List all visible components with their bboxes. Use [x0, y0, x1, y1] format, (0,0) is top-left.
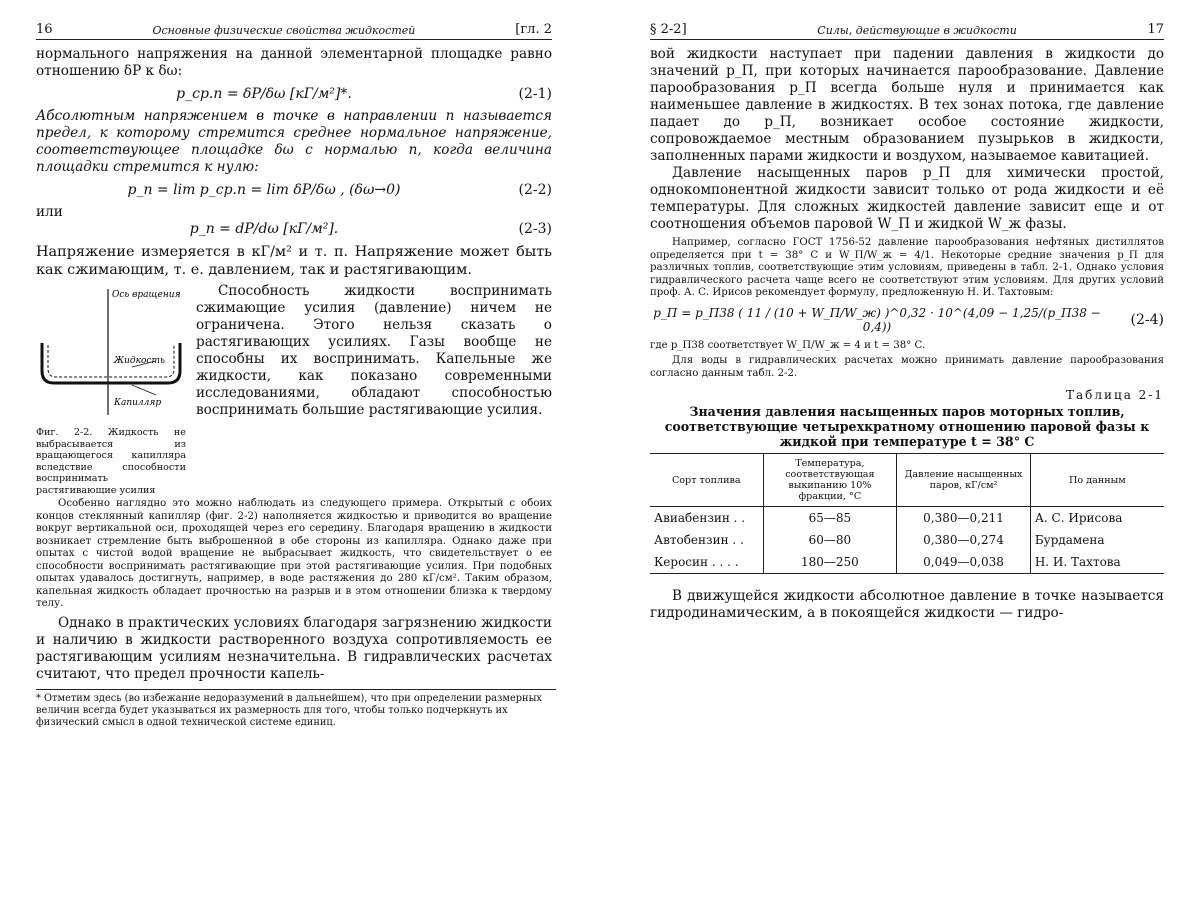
equation-2-1-formula: p_ср.n = δP/δω [кГ/м²]*. [176, 86, 352, 102]
left-page-number: 16 [36, 22, 53, 37]
right-header-section: § 2-2] [650, 22, 687, 37]
left-paragraph-6: Однако в практических условиях благодаря загрязнению жидкости и наличию в жидкости растворенного воздуха сопротивляемость ее растягивающим усилиям незначительна. В гидравлических расчетах считают, что предел прочности капель- [36, 614, 552, 682]
equation-2-1-number: (2-1) [518, 86, 552, 102]
equation-2-2-number: (2-2) [518, 182, 552, 198]
equation-2-2 [36, 182, 552, 198]
table-header-row [650, 454, 1164, 507]
table-cell: 0,380—0,211 [897, 507, 1031, 530]
left-paragraph-5: Особенно наглядно это можно наблюдать из следующего примера. Открытый с обоих концов стеклянный капилляр (фиг. 2-2) наполняется жидкостью и приводится во вращение вокруг вертикальной оси, проходящей через его середину. Благодаря вращению в жидкости возникает стремление быть выброшенной в обе стороны из капилляра. Однако даже при опытах с чистой водой вращение не выбрасывает жидкость, что свидетельствует о ее способности воспринимать растягивающие при этой растягивающие усилия. При подобных опытах удавалось достигнуть, например, в воде растяжения до 280 кГ/см². Таким образом, капельная жидкость обладает прочностью на разрыв и в этом отношении близка к твердому телу. [36, 498, 552, 609]
right-paragraph-1: вой жидкости наступает при падении давления в жидкости до значений p_П, при которых начинается парообразование. Давление парообразования p_П всегда больше нуля и принимается как наименьшее давление в жидкостях. В тех зонах потока, где давление падает до p_П, возникает особое состояние жидкости, сопровождаемое местным образованием пузырьков в жидкости, заполненных парами жидкости и воздухом, называемое кавитацией. [650, 46, 1164, 164]
left-header-title: Основные физические свойства жидкостей [152, 24, 416, 37]
table-cell: Н. И. Тахтова [1030, 551, 1164, 574]
table-cell: А. С. Ирисова [1030, 507, 1164, 530]
table-row [650, 551, 1164, 574]
equation-2-3-number: (2-3) [518, 221, 552, 237]
figure-block [36, 283, 552, 496]
liquid-label: Жидкость [114, 356, 165, 366]
table-cell: 0,049—0,038 [897, 551, 1031, 574]
capillary-leader [132, 385, 156, 395]
right-paragraph-3: Например, согласно ГОСТ 1756-52 давление парообразования нефтяных дистиллятов определяется при t = 38° C и W_П/W_ж = 4/1. Некоторые средние значения p_П для различных топлив, соответствующие этим условиям, приведены в табл. 2-1. Однако условия гидравлического расчета чаще всего не соответствуют этим условиям. Для других условий проф. А. С. Ирисов рекомендует формулу, предложенную Н. И. Тахтовым: [650, 237, 1164, 298]
left-header-chapter: [гл. 2 [515, 22, 552, 37]
table-cell: Автобензин . . [654, 533, 744, 547]
left-paragraph-4: Способность жидкости воспринимать сжимающие усилия (давление) ничем не ограничена. Этого нельзя сказать о растягивающих усилиях. Газы вообще не способны их воспринимать. Капельные же жидкости, как показано современными исследованиями, обладают способностью воспринимать большие растягивающие усилия. [196, 283, 552, 418]
table-row [650, 529, 1164, 551]
right-page [600, 0, 1200, 902]
left-or-word: или [36, 204, 63, 220]
table-header-cell: Сорт топлива [650, 454, 763, 507]
left-paragraph-1: нормального напряжения на данной элементарной площадке равно отношению δP к δω: [36, 46, 552, 79]
left-running-head [36, 22, 552, 40]
table-header-cell: Температура, соответствующая выкипанию 10% фракции, °С [763, 454, 897, 507]
footnote: * Отметим здесь (во избежание недоразумений в дальнейшем), что при определении размерных величин всегда будет указываться их размерность для того, чтобы только подчеркнуть их физический смысл в одной технической системе единиц. [36, 689, 556, 729]
table-title: Значения давления насыщенных паров моторных топлив, соответствующие четырехкратному отношению паровой фазы к жидкой при температуре t = 38° C [664, 404, 1150, 449]
axis-label: Ось вращения [112, 290, 181, 300]
right-paragraph-2: Давление насыщенных паров p_П для химически простой, однокомпонентной жидкости зависит только от рода жидкости и её температуры. Для сложных жидкостей давление зависит еще и от соотношения объемов паровой W_П и жидкой W_ж фазы. [650, 165, 1164, 232]
equation-2-4-formula: p_П = p_П38 ( 11 / (10 + W_П/W_ж) )^0,32 · 10^(4,09 − 1,25/(p_П38 − 0,4)) [653, 305, 1101, 334]
capillary-diagram [36, 283, 186, 423]
table-header-cell: Давление насыщенных паров, кГ/см² [897, 454, 1031, 507]
figure-2-2 [36, 283, 186, 496]
equation-2-3-formula: p_n = dP/dω [кГ/м²]. [189, 221, 339, 237]
left-paragraph-3: Напряжение измеряется в кГ/м² и т. п. Напряжение может быть как сжимающим, т. е. давлением, так и растягивающим. [36, 244, 552, 278]
equation-2-3 [36, 221, 552, 237]
equation-2-4 [650, 306, 1164, 334]
equation-2-1 [36, 86, 552, 102]
right-page-number: 17 [1147, 22, 1164, 37]
table-cell: 180—250 [763, 551, 897, 574]
table-row [650, 507, 1164, 530]
table-header-cell: По данным [1030, 454, 1164, 507]
table-cell: 65—85 [763, 507, 897, 530]
right-header-title: Силы, действующие в жидкости [817, 24, 1017, 37]
equation-2-4-number: (2-4) [1130, 311, 1164, 328]
table-cell: Керосин . . . . [654, 555, 739, 569]
left-paragraph-2: Абсолютным напряжением в точке в направлении n называется предел, к которому стремится среднее нормальное напряжение, соответствующее площадке δω с нормалью n, когда величина площадки стремится к нулю: [36, 108, 552, 175]
table-cell: 60—80 [763, 529, 897, 551]
table-label: Таблица 2-1 [1065, 388, 1164, 402]
right-paragraph-6: В движущейся жидкости абсолютное давление в точке называется гидродинамическим, а в покоящейся жидкости — гидро- [650, 588, 1164, 621]
right-paragraph-5: Для воды в гидравлических расчетах можно принимать давление парообразования согласно данным табл. 2-2. [650, 355, 1164, 379]
table-cell: Авиабензин . . [654, 511, 746, 525]
right-paragraph-4: где p_П38 соответствует W_П/W_ж = 4 и t = 38° C. [650, 339, 926, 351]
capillary-label: Капилляр [114, 398, 162, 408]
table-cell: 0,380—0,274 [897, 529, 1031, 551]
figure-caption: Фиг. 2-2. Жидкость не выбрасывается из вращающегося капилляра вследствие способности воспринимать растягивающие усилия [36, 427, 186, 496]
table-cell: Бурдамена [1030, 529, 1164, 551]
equation-2-2-formula: p_n = lim p_ср.n = lim δP/δω , (δω→0) [127, 182, 401, 198]
right-running-head [650, 22, 1164, 40]
vapor-pressure-table [650, 453, 1164, 574]
